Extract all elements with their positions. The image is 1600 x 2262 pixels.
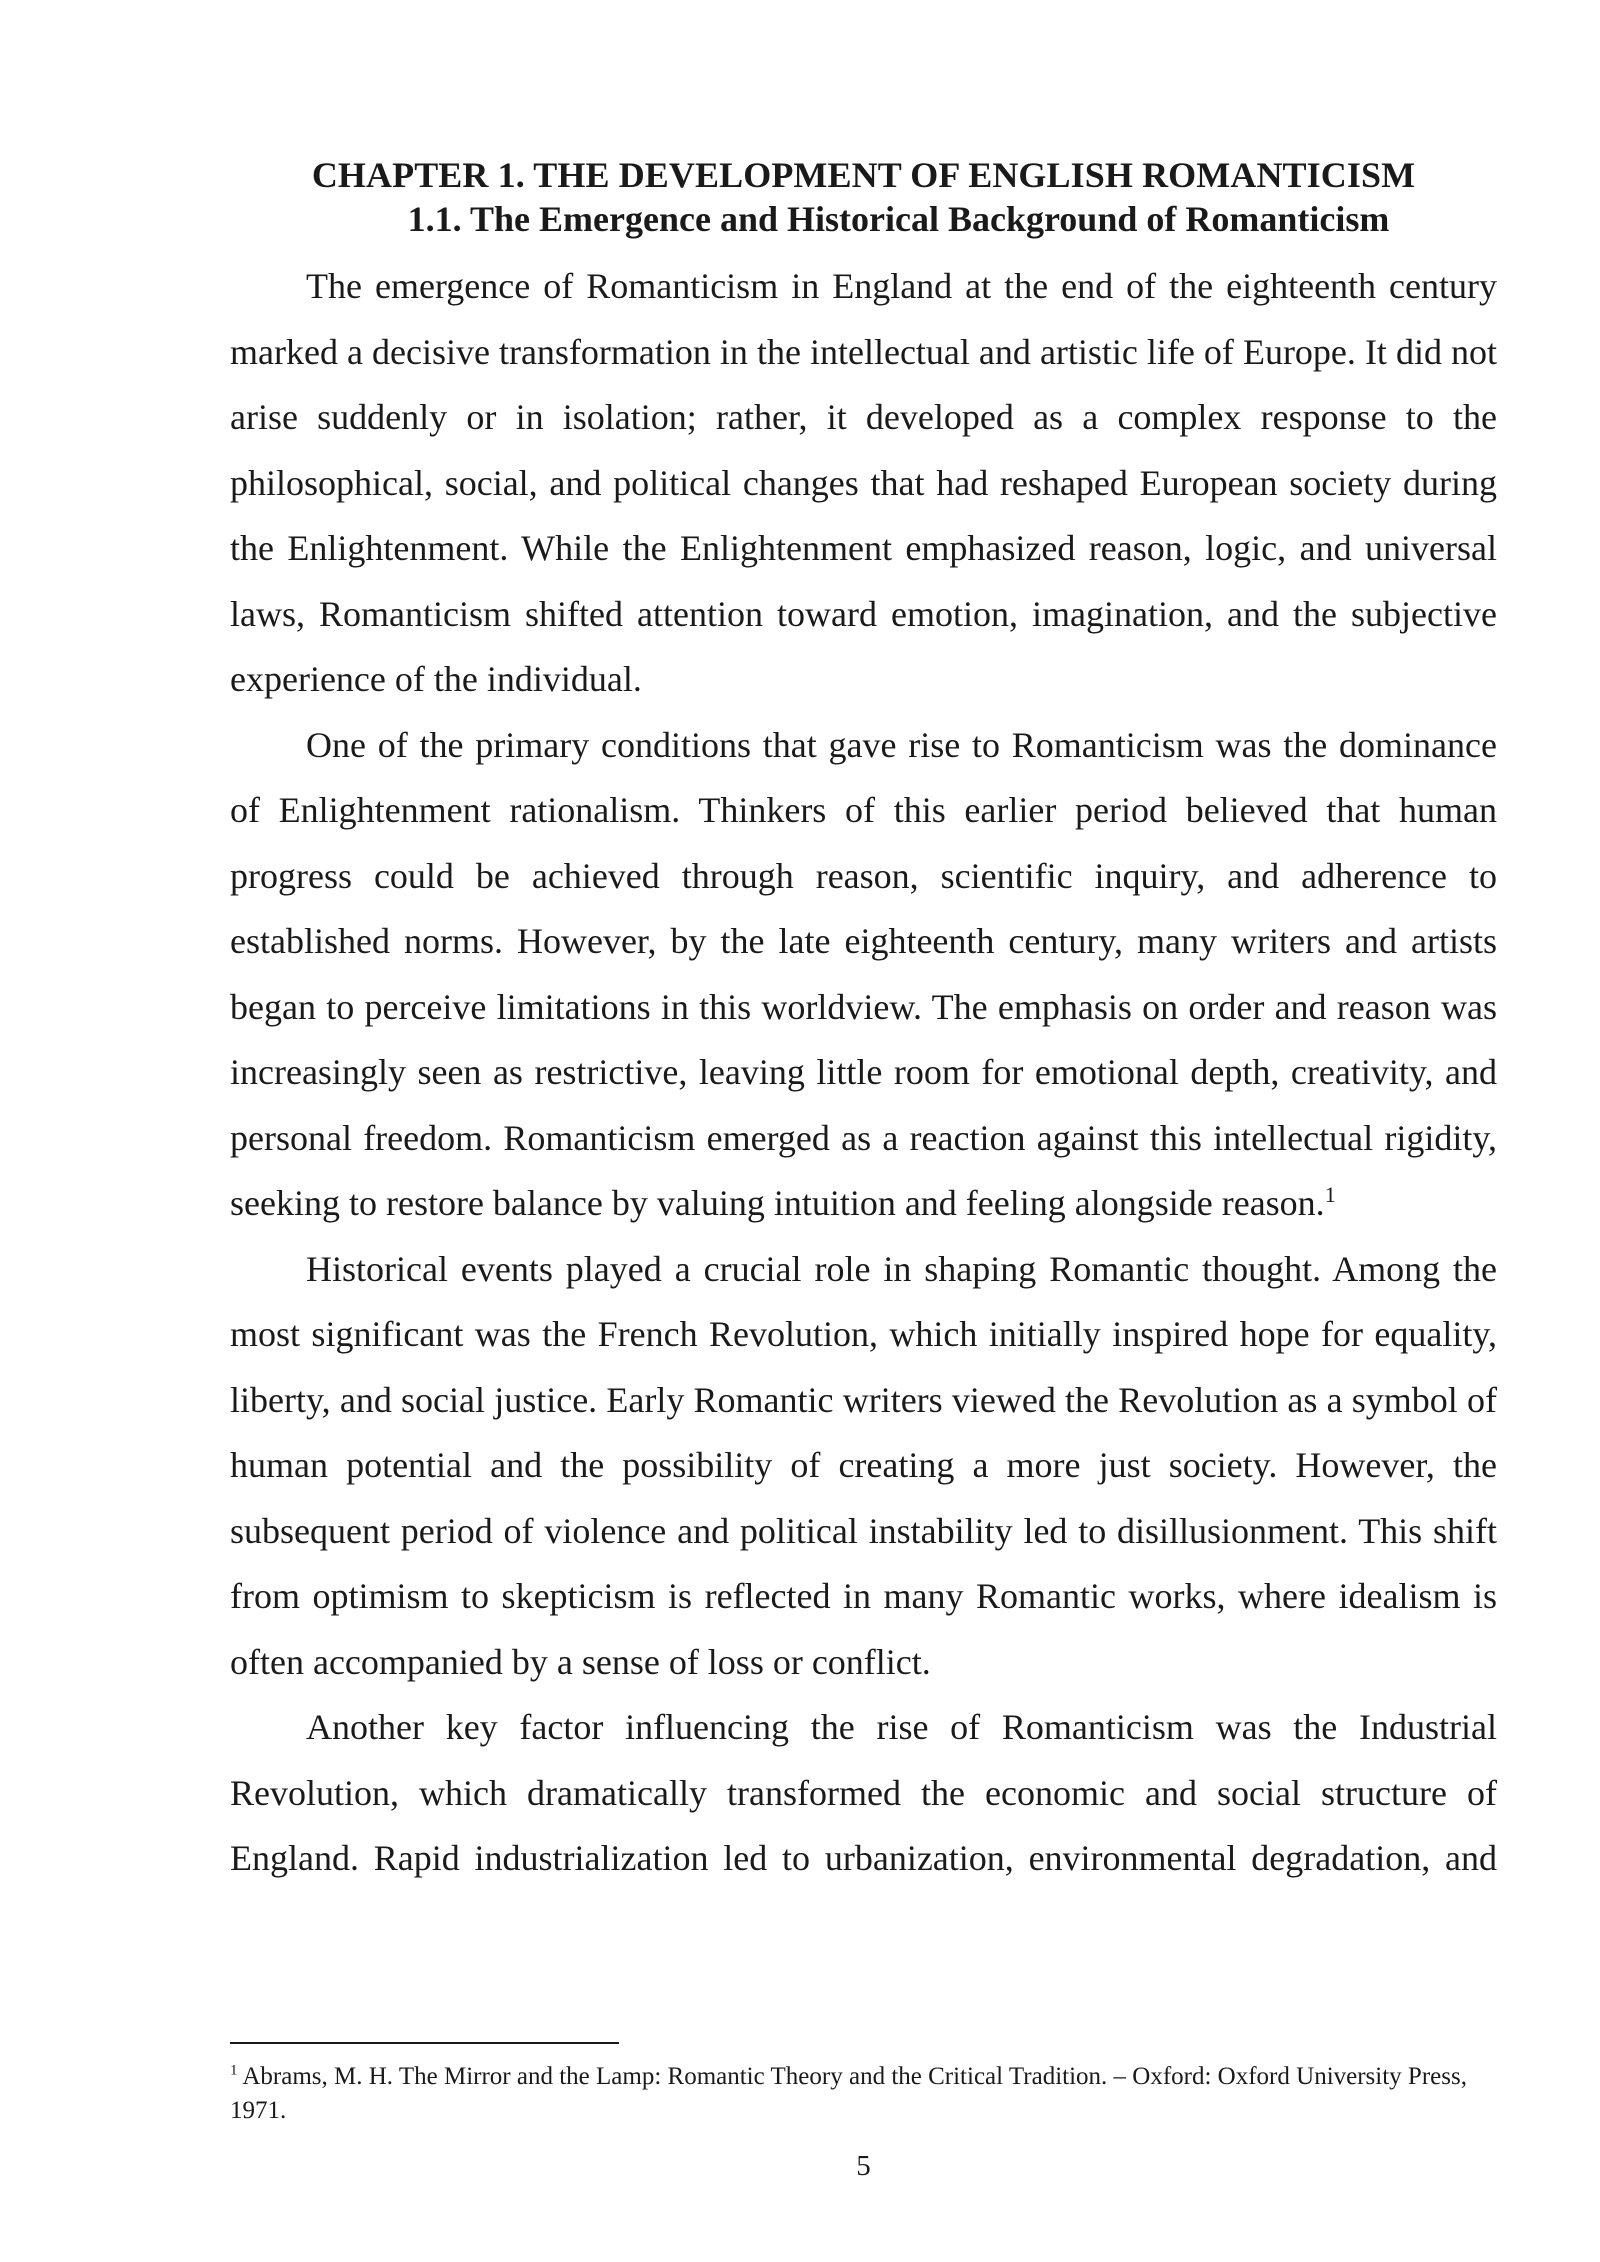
footnote-text: Abrams, M. H. The Mirror and the Lamp: Romantic Theory and the Critical Tradition. – Oxford: Oxford University Press, 1971. [230,2063,1467,2124]
paragraph-1 [230,254,1497,713]
body-text [230,254,1497,1892]
paragraph-text: The emergence of Romanticism in England at the end of the eighteenth century marked a decisive transformation in the intellectual and artistic life of Europe. It did not arise suddenly or in isolation; rather, it developed as a complex response to the philosophical, social, and political changes that had reshaped European society during the Enlightenment. While the Enlightenment emphasized reason, logic, and universal laws, Romanticism shifted attention toward emotion, imagination, and the subjective experience of the individual. [230,266,1497,699]
footnote-separator [230,2042,619,2044]
section-title: 1.1. The Emergence and Historical Background of Romanticism [407,199,1390,239]
paragraph-4 [230,1695,1497,1892]
paragraph-text: Another key factor influencing the rise of Romanticism was the Industrial Revolution, which dramatically transformed the economic and social structure of England. Rapid industrialization led to urbanization, environmental degradation, and [230,1707,1497,1878]
footnote-number: 1 [230,2062,238,2079]
footnote [230,2060,1497,2128]
chapter-title: CHAPTER 1. THE DEVELOPMENT OF ENGLISH ROMANTICISM [311,155,1416,195]
page-number: 5 [856,2150,871,2182]
footnote-reference[interactable]: 1 [1324,1182,1336,1207]
paragraph-text: Historical events played a crucial role in shaping Romantic thought. Among the most significant was the French Revolution, which initially inspired hope for equality, liberty, and social justice. Early Romantic writers viewed the Revolution as a symbol of human potential and the possibility of creating a more just society. However, the subsequent period of violence and political instability led to disillusionment. This shift from optimism to skepticism is reflected in many Romantic works, where idealism is often accompanied by a sense of loss or conflict. [230,1248,1497,1682]
paragraph-text: One of the primary conditions that gave rise to Romanticism was the dominance of Enlightenment rationalism. Thinkers of this earlier period believed that human progress could be achieved through reason, scientific inquiry, and adherence to established norms. However, by the late eighteenth century, many writers and artists began to perceive limitations in this worldview. The emphasis on order and reason was increasingly seen as restrictive, leaving little room for emotional depth, creativity, and personal freedom. Romanticism emerged as a reaction against this intellectual rigidity, seeking to restore balance by valuing intuition and feeling alongside reason. [230,724,1497,1223]
paragraph-3 [230,1237,1497,1696]
paragraph-2 [230,713,1497,1237]
